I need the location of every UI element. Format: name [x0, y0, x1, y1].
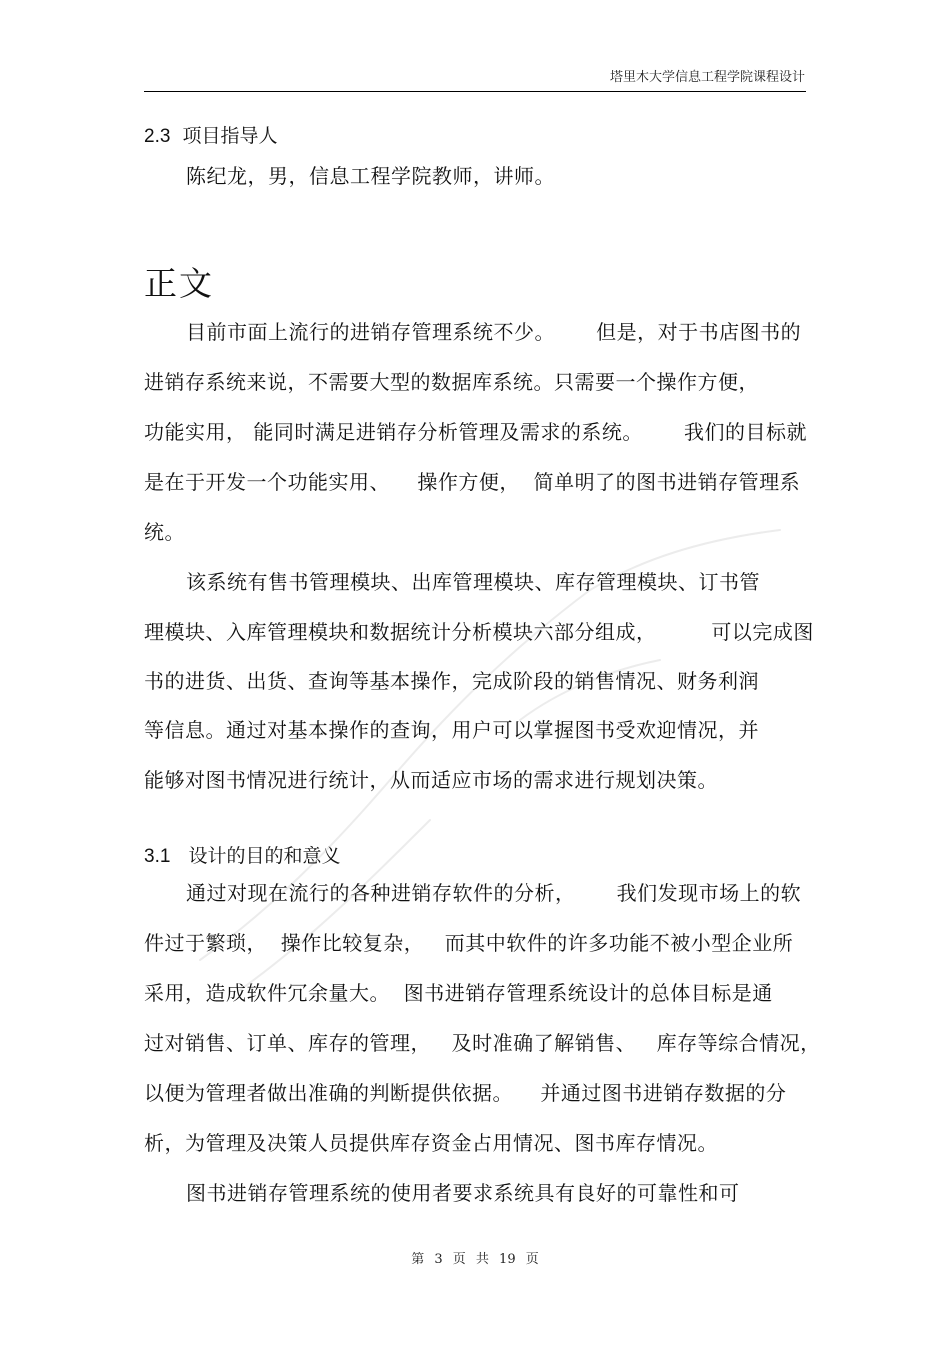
paragraph-line: 析，为管理及决策人员提供库存资金占用情况、图书库存情况。 [144, 1131, 718, 1155]
paragraph-line: 该系统有售书管理模块、出库管理模块、库存管理模块、订书管 [186, 570, 760, 594]
section-2-3-content: 陈纪龙，男，信息工程学院教师，讲师。 [186, 164, 555, 188]
paragraph-line: 等信息。通过对基本操作的查询，用户可以掌握图书受欢迎情况，并 [144, 718, 759, 742]
main-heading: 正文 [144, 264, 214, 303]
header-divider [144, 91, 806, 92]
page-footer: 第 3 页 共 19 页 [411, 1252, 539, 1267]
section-title: 项目指导人 [182, 125, 278, 147]
paragraph-line: 功能实用， 能同时满足进销存分析管理及需求的系统。 我们的目标就 [144, 420, 808, 444]
paragraph-line: 通过对现在流行的各种进销存软件的分析， 我们发现市场上的软 [186, 881, 802, 905]
paragraph-line: 进销存系统来说，不需要大型的数据库系统。只需要一个操作方便， [144, 370, 759, 394]
paragraph-line: 过对销售、订单、库存的管理， 及时准确了解销售、 库存等综合情况， [144, 1031, 821, 1055]
section-number: 2.3 [144, 126, 171, 147]
paragraph-line: 统。 [144, 520, 185, 544]
section-title: 设计的目的和意义 [188, 845, 341, 867]
paragraph-line: 以便为管理者做出准确的判断提供依据。 并通过图书进销存数据的分 [144, 1081, 787, 1105]
paragraph-line: 件过于繁琐， 操作比较复杂， 而其中软件的许多功能不被小型企业所 [144, 931, 794, 955]
page-header: 塔里木大学信息工程学院课程设计 [609, 70, 805, 85]
paragraph-line: 采用，造成软件冗余量大。 图书进销存管理系统设计的总体目标是通 [144, 981, 773, 1005]
paragraph-line: 理模块、入库管理模块和数据统计分析模块六部分组成， 可以完成图 [144, 620, 814, 644]
paragraph-line: 能够对图书情况进行统计，从而适应市场的需求进行规划决策。 [144, 768, 718, 792]
paragraph-line: 目前市面上流行的进销存管理系统不少。 但是，对于书店图书的 [186, 320, 802, 344]
section-2-3-heading [144, 121, 278, 148]
section-number: 3.1 [144, 846, 171, 867]
section-3-1-heading [144, 841, 341, 868]
paragraph-line: 图书进销存管理系统的使用者要求系统具有良好的可靠性和可 [186, 1181, 740, 1205]
paragraph-line: 书的进货、出货、查询等基本操作，完成阶段的销售情况、财务利润 [144, 669, 759, 693]
paragraph-line: 是在于开发一个功能实用、 操作方便， 简单明了的图书进销存管理系 [144, 470, 801, 494]
